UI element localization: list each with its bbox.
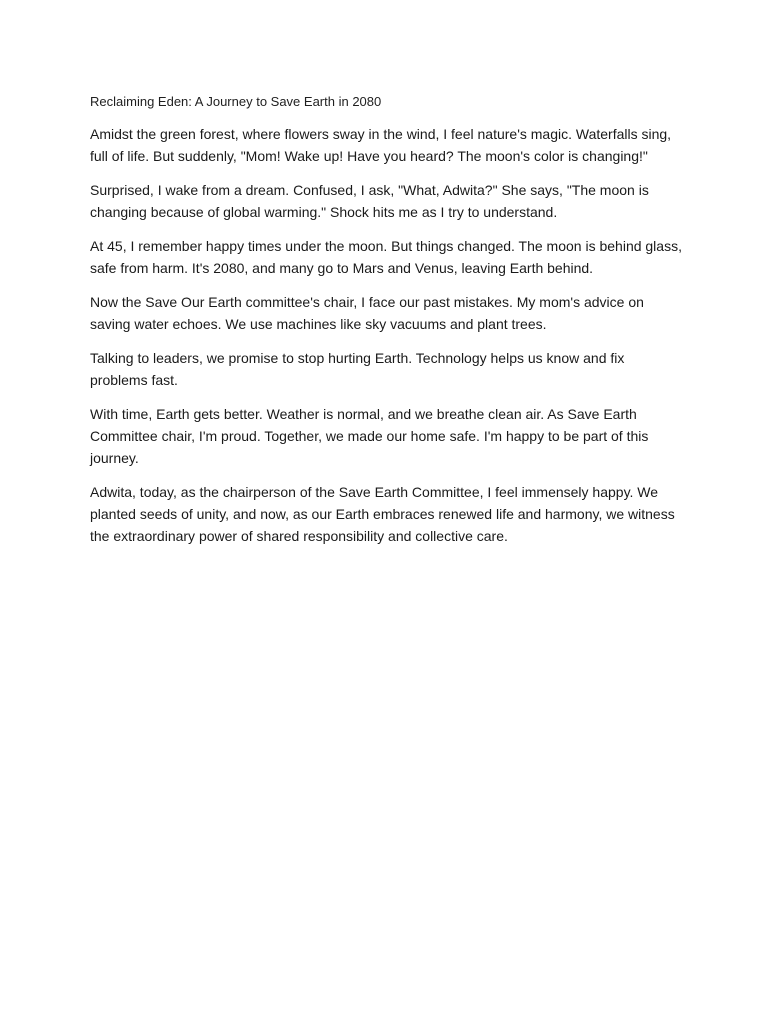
paragraph-6: With time, Earth gets better. Weather is normal, and we breathe clean air. As Save Earth Committee chair, I'm proud. Together, we made our home safe. I'm happy to be part of this journey. xyxy=(90,406,649,466)
paragraph-2: Surprised, I wake from a dream. Confused, I ask, "What, Adwita?" She says, "The moon is changing because of global warming." Shock hits me as I try to understand. xyxy=(90,182,649,220)
paragraph-4: Now the Save Our Earth committee's chair, I face our past mistakes. My mom's advice on saving water echoes. We use machines like sky vacuums and plant trees. xyxy=(90,294,644,332)
document-title: Reclaiming Eden: A Journey to Save Earth in 2080 xyxy=(90,94,382,109)
paragraph-1: Amidst the green forest, where flowers sway in the wind, I feel nature's magic. Waterfalls sing, full of life. But suddenly, "Mom! Wake up! Have you heard? The moon's color is changing!" xyxy=(90,126,672,164)
paragraph-5: Talking to leaders, we promise to stop hurting Earth. Technology helps us know and fix problems fast. xyxy=(90,350,625,388)
document-body xyxy=(90,93,682,559)
paragraph-3: At 45, I remember happy times under the moon. But things changed. The moon is behind glass, safe from harm. It's 2080, and many go to Mars and Venus, leaving Earth behind. xyxy=(90,238,682,276)
paragraph-7: Adwita, today, as the chairperson of the Save Earth Committee, I feel immensely happy. We planted seeds of unity, and now, as our Earth embraces renewed life and harmony, we witness the extraordinary power of shared responsibility and collective care. xyxy=(90,484,675,544)
